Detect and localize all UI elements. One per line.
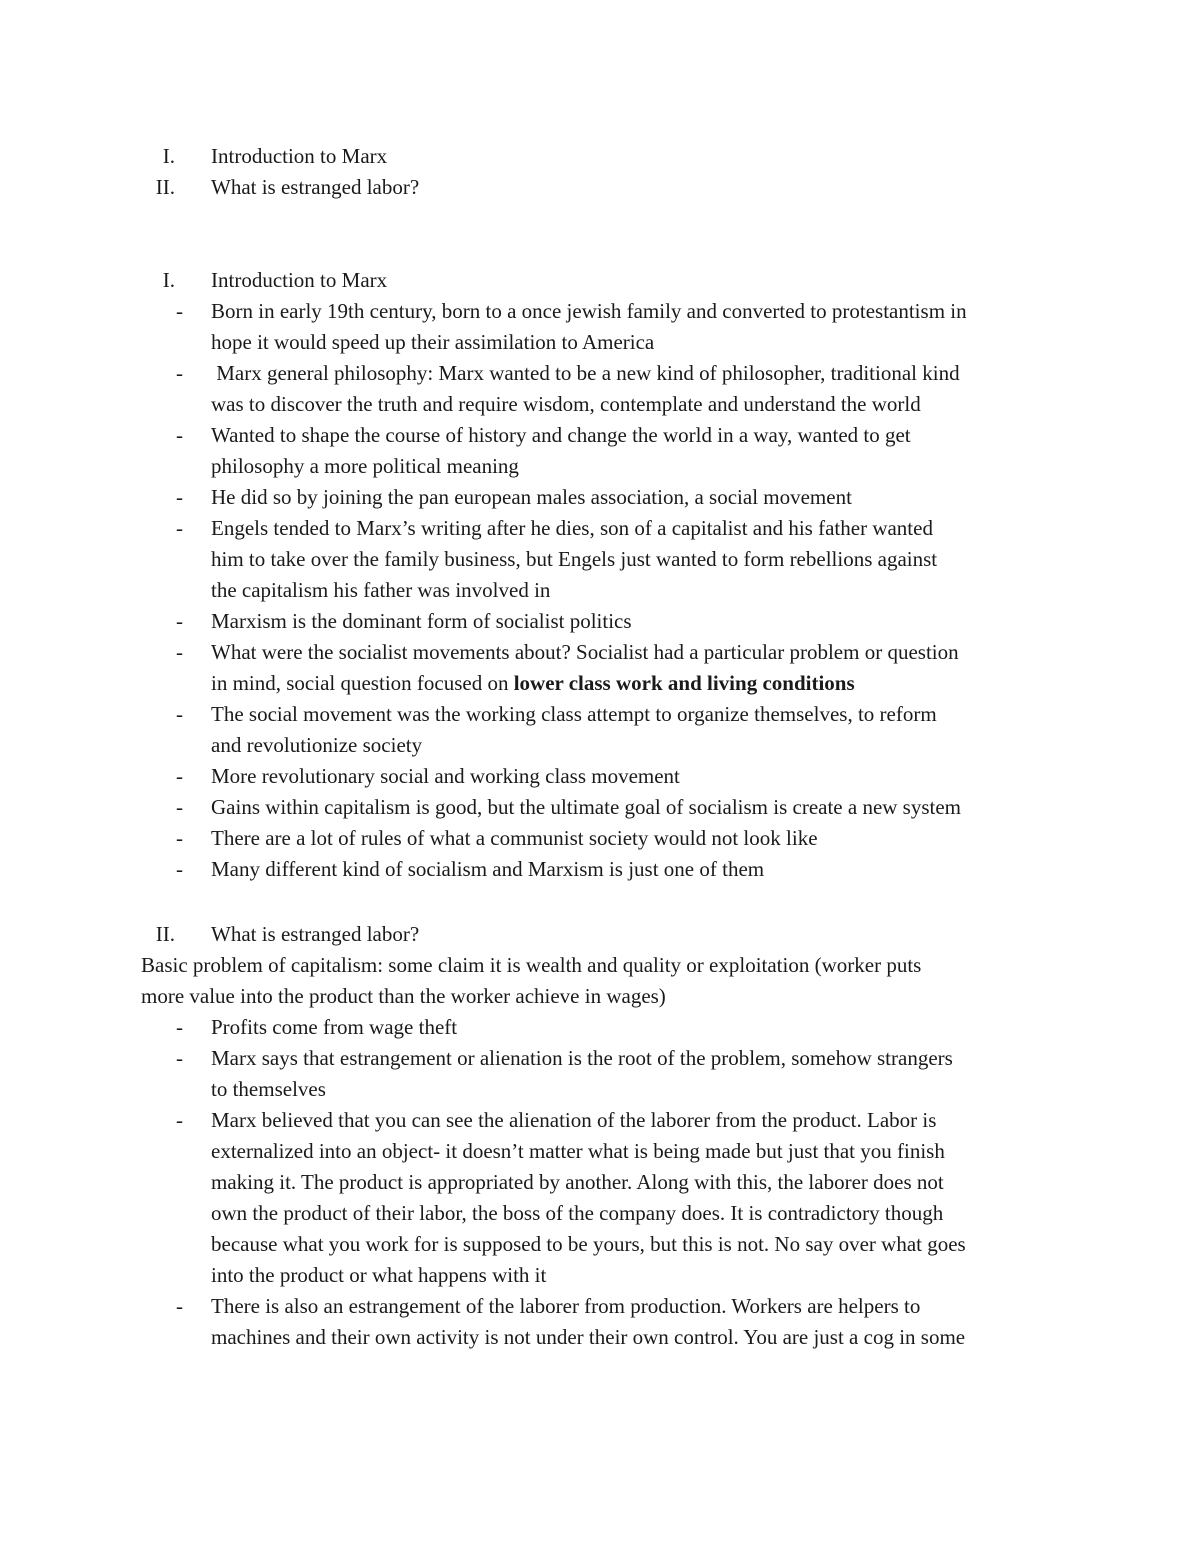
list-item-text: What were the socialist movements about? Socialist had a particular problem or question bbox=[211, 640, 959, 664]
list-item-text: own the product of their labor, the boss of the company does. It is contradictory though bbox=[211, 1201, 944, 1225]
outline-numeral: II. bbox=[155, 175, 175, 199]
list-item-text: Marxism is the dominant form of socialist politics bbox=[211, 609, 632, 633]
list-item-text: him to take over the family business, but Engels just wanted to form rebellions against bbox=[211, 547, 938, 571]
section-numeral: I. bbox=[162, 268, 175, 292]
dash-bullet: - bbox=[176, 361, 183, 385]
list-item-continuation bbox=[0, 1136, 1200, 1167]
list-item-text: Engels tended to Marx’s writing after he dies, son of a capitalist and his father wanted bbox=[211, 516, 933, 540]
list-item-text: because what you work for is supposed to be yours, but this is not. No say over what goes bbox=[211, 1232, 966, 1256]
list-item-text: Marx general philosophy: Marx wanted to be a new kind of philosopher, traditional kind bbox=[211, 361, 960, 385]
list-item-continuation bbox=[0, 1167, 1200, 1198]
dash-bullet: - bbox=[176, 485, 183, 509]
list-item-text: Profits come from wage theft bbox=[211, 1015, 458, 1039]
list-item bbox=[0, 792, 1200, 823]
list-item-text: in mind, social question focused on bbox=[211, 671, 514, 695]
list-item-continuation bbox=[0, 327, 1200, 358]
dash-bullet: - bbox=[176, 516, 183, 540]
section-numeral: II. bbox=[155, 922, 175, 946]
paragraph-line: more value into the product than the worker achieve in wages) bbox=[141, 984, 666, 1008]
dash-bullet: - bbox=[176, 702, 183, 726]
bold-phrase: lower class work and living conditions bbox=[513, 671, 855, 695]
list-item-text: Many different kind of socialism and Marxism is just one of them bbox=[211, 857, 765, 881]
list-item bbox=[0, 854, 1200, 885]
dash-bullet: - bbox=[176, 640, 183, 664]
list-item bbox=[0, 482, 1200, 513]
list-item-text: the capitalism his father was involved in bbox=[211, 578, 551, 602]
section-heading bbox=[0, 919, 1200, 950]
dash-bullet: - bbox=[176, 795, 183, 819]
dash-bullet: - bbox=[176, 299, 183, 323]
list-item-text: hope it would speed up their assimilation to America bbox=[211, 330, 655, 354]
list-item-text: More revolutionary social and working class movement bbox=[211, 764, 680, 788]
list-item-text: Marx believed that you can see the alienation of the laborer from the product. Labor is bbox=[211, 1108, 937, 1132]
outline-title: What is estranged labor? bbox=[211, 175, 420, 199]
dash-bullet: - bbox=[176, 609, 183, 633]
section-title: What is estranged labor? bbox=[211, 922, 420, 946]
list-item-text: to themselves bbox=[211, 1077, 326, 1101]
dash-bullet: - bbox=[176, 857, 183, 881]
list-item-continuation bbox=[0, 1229, 1200, 1260]
list-item bbox=[0, 1043, 1200, 1074]
list-item bbox=[0, 1105, 1200, 1136]
list-item-continuation bbox=[0, 1074, 1200, 1105]
list-item bbox=[0, 1291, 1200, 1322]
list-item-continuation bbox=[0, 668, 1200, 699]
list-item-continuation bbox=[0, 575, 1200, 606]
list-item bbox=[0, 761, 1200, 792]
outline-numeral: I. bbox=[162, 144, 175, 168]
list-item-text: and revolutionize society bbox=[211, 733, 423, 757]
list-item bbox=[0, 606, 1200, 637]
list-item-continuation bbox=[0, 544, 1200, 575]
list-item-text: Born in early 19th century, born to a once jewish family and converted to protestantism in bbox=[211, 299, 967, 323]
outline-title: Introduction to Marx bbox=[211, 144, 388, 168]
list-item bbox=[0, 358, 1200, 389]
list-item-text: Marx says that estrangement or alienation is the root of the problem, somehow strangers bbox=[211, 1046, 953, 1070]
list-item bbox=[0, 823, 1200, 854]
dash-bullet: - bbox=[176, 764, 183, 788]
list-item-text: Gains within capitalism is good, but the ultimate goal of socialism is create a new system bbox=[211, 795, 962, 819]
list-item bbox=[0, 637, 1200, 668]
list-item-text: There are a lot of rules of what a communist society would not look like bbox=[211, 826, 818, 850]
outline-item bbox=[0, 172, 1200, 203]
dash-bullet: - bbox=[176, 826, 183, 850]
list-item-text: making it. The product is appropriated by another. Along with this, the laborer does not bbox=[211, 1170, 944, 1194]
section-title: Introduction to Marx bbox=[211, 268, 388, 292]
list-item-continuation bbox=[0, 1322, 1200, 1353]
section-heading bbox=[0, 265, 1200, 296]
list-item bbox=[0, 296, 1200, 327]
dash-bullet: - bbox=[176, 423, 183, 447]
list-item-text-mixed bbox=[211, 668, 855, 699]
dash-bullet: - bbox=[176, 1294, 183, 1318]
list-item bbox=[0, 513, 1200, 544]
list-item-text: was to discover the truth and require wisdom, contemplate and understand the world bbox=[211, 392, 921, 416]
list-item-text: externalized into an object- it doesn’t matter what is being made but just that you finish bbox=[211, 1139, 945, 1163]
list-item-text: machines and their own activity is not under their own control. You are just a cog in some bbox=[211, 1325, 966, 1349]
list-item bbox=[0, 420, 1200, 451]
list-item-text: The social movement was the working class attempt to organize themselves, to reform bbox=[211, 702, 937, 726]
dash-bullet: - bbox=[176, 1046, 183, 1070]
list-item-continuation bbox=[0, 1260, 1200, 1291]
list-item-continuation bbox=[0, 451, 1200, 482]
list-item bbox=[0, 1012, 1200, 1043]
list-item-continuation bbox=[0, 389, 1200, 420]
list-item-continuation bbox=[0, 1198, 1200, 1229]
list-item bbox=[0, 699, 1200, 730]
dash-bullet: - bbox=[176, 1015, 183, 1039]
list-item-text: He did so by joining the pan european males association, a social movement bbox=[211, 485, 852, 509]
list-item-text: Wanted to shape the course of history and change the world in a way, wanted to get bbox=[211, 423, 911, 447]
outline-item bbox=[0, 141, 1200, 172]
dash-bullet: - bbox=[176, 1108, 183, 1132]
list-item-text: There is also an estrangement of the laborer from production. Workers are helpers to bbox=[211, 1294, 921, 1318]
paragraph-line: Basic problem of capitalism: some claim it is wealth and quality or exploitation (worker puts bbox=[141, 953, 922, 977]
list-item-continuation bbox=[0, 730, 1200, 761]
list-item-text: philosophy a more political meaning bbox=[211, 454, 519, 478]
list-item-text: into the product or what happens with it bbox=[211, 1263, 547, 1287]
